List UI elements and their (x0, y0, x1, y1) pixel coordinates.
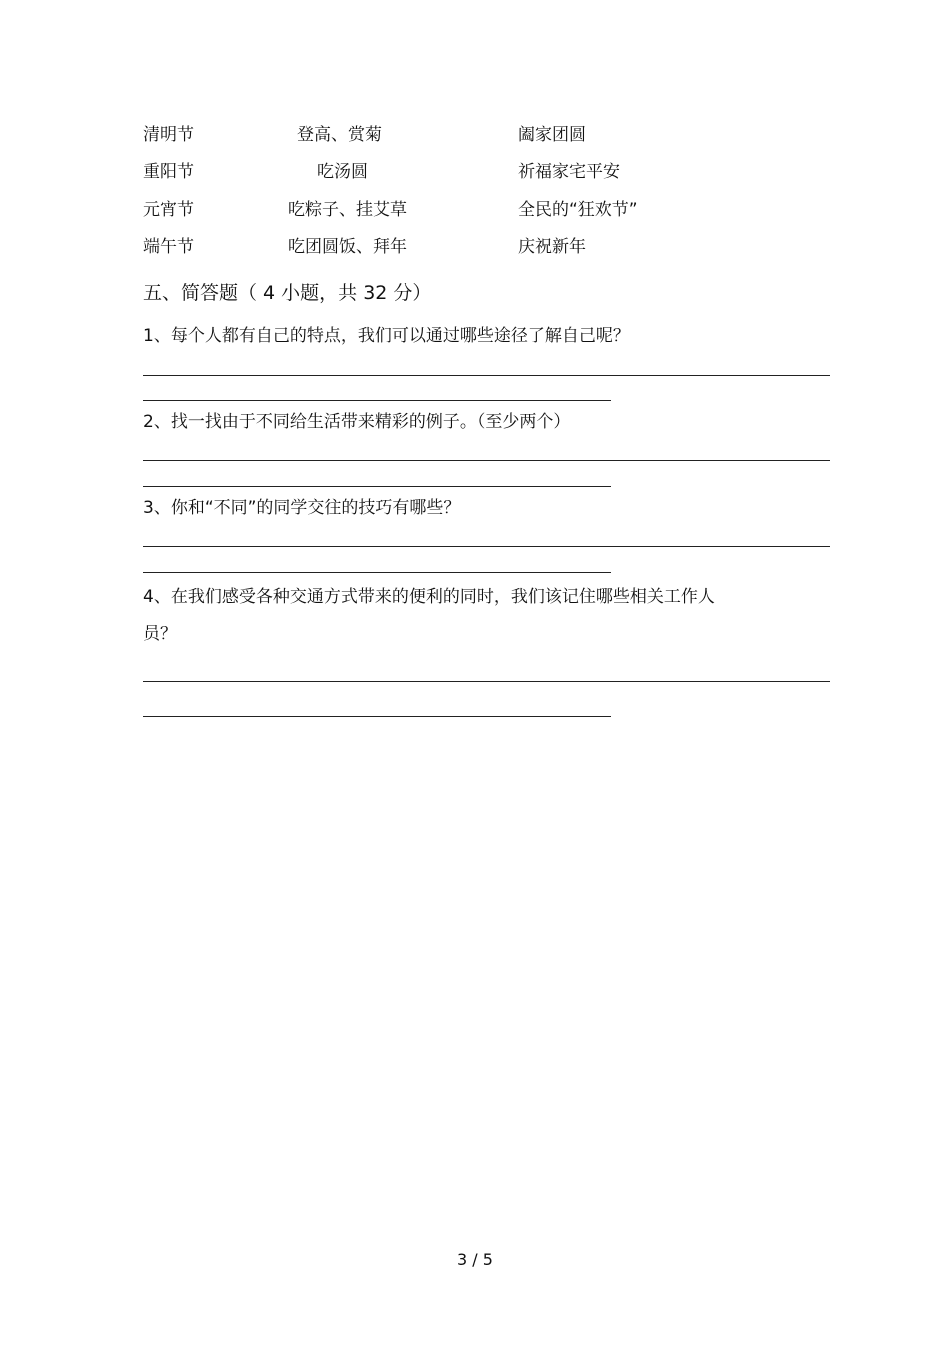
festival-meaning: 阖家团圆 (518, 125, 586, 145)
festival-meaning: 庆祝新年 (518, 237, 586, 257)
festival-custom: 登高、赏菊 (297, 125, 382, 145)
answer-line[interactable] (143, 546, 830, 547)
question-text: 3、你和“不同”的同学交往的技巧有哪些？ (143, 498, 461, 518)
answer-line[interactable] (143, 716, 611, 717)
section-title: 五、简答题（ 4 小题，共 32 分） (143, 282, 432, 304)
festival-name: 清明节 (143, 125, 194, 145)
question-text: 2、找一找由于不同给生活带来精彩的例子。（至少两个） (143, 412, 571, 432)
festival-meaning: 全民的“狂欢节” (518, 200, 638, 220)
festival-meaning: 祈福家宅平安 (518, 162, 620, 182)
question-text: 1、每个人都有自己的特点，我们可以通过哪些途径了解自己呢？ (143, 326, 630, 346)
answer-line[interactable] (143, 460, 830, 461)
festival-custom: 吃粽子、挂艾草 (288, 200, 407, 220)
festival-name: 重阳节 (143, 162, 194, 182)
page-number: 3 / 5 (457, 1250, 493, 1269)
answer-line[interactable] (143, 486, 611, 487)
answer-line[interactable] (143, 375, 830, 376)
answer-line[interactable] (143, 681, 830, 682)
festival-custom: 吃团圆饭、拜年 (288, 237, 407, 257)
festival-custom: 吃汤圆 (317, 162, 368, 182)
festival-name: 端午节 (143, 237, 194, 257)
question-text-continued: 员？ (143, 624, 177, 644)
question-text: 4、在我们感受各种交通方式带来的便利的同时，我们该记住哪些相关工作人 (143, 587, 715, 607)
answer-line[interactable] (143, 572, 611, 573)
festival-name: 元宵节 (143, 200, 194, 220)
answer-line[interactable] (143, 400, 611, 401)
